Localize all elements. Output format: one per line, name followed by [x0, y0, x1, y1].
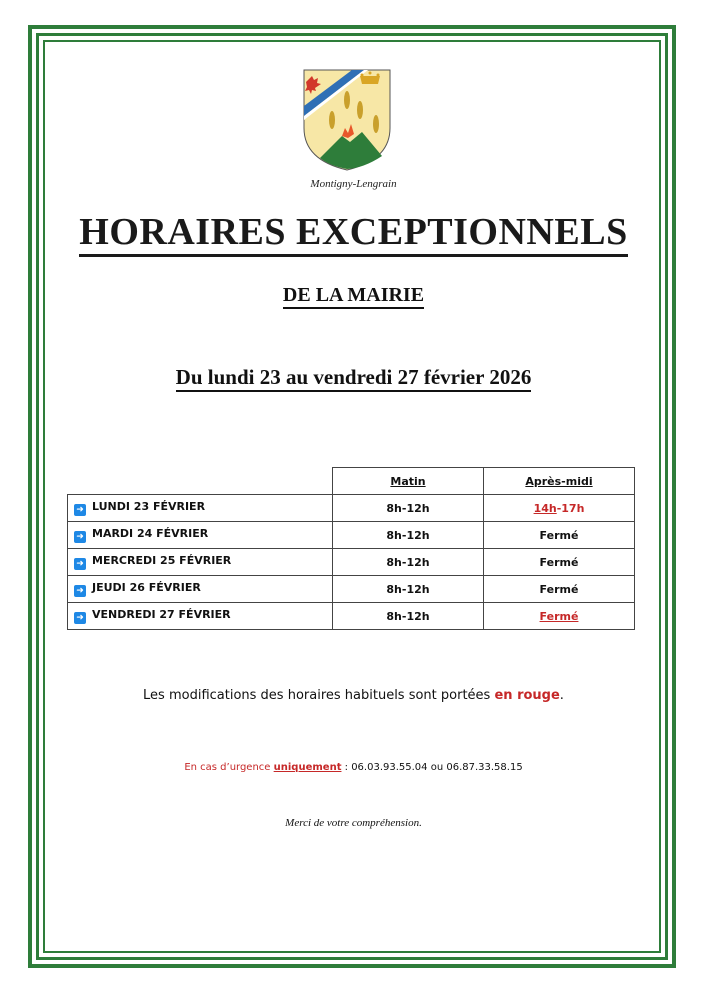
day-cell: ➜ LUNDI 23 FÉVRIER: [68, 495, 333, 522]
header-apres-midi: Après-midi: [484, 468, 635, 495]
header-matin: Matin: [333, 468, 484, 495]
arrow-right-icon: ➜: [74, 531, 86, 543]
arrow-right-icon: ➜: [74, 585, 86, 597]
date-period-text: Du lundi 23 au vendredi 27 février 2026: [176, 365, 532, 392]
day-cell: ➜ MARDI 24 FÉVRIER: [68, 522, 333, 549]
thank-you-note: Merci de votre compréhension.: [285, 817, 422, 829]
apres-midi-cell: 14h-17h: [484, 495, 635, 522]
arrow-right-icon: ➜: [74, 504, 86, 516]
header-empty-cell: [68, 468, 333, 495]
table-row: [68, 522, 635, 549]
emergency-emphasis: uniquement: [273, 762, 342, 773]
matin-cell: 8h-12h: [333, 522, 484, 549]
page-subtitle-text: DE LA MAIRIE: [283, 284, 424, 309]
schedule-table: [67, 467, 635, 630]
town-name: Montigny-Lengrain: [310, 178, 397, 190]
table-row: [68, 576, 635, 603]
page-title-text: HORAIRES EXCEPTIONNELS: [79, 211, 627, 257]
table-row: [68, 495, 635, 522]
date-period: [0, 365, 707, 390]
arrow-right-icon: ➜: [74, 558, 86, 570]
matin-cell: 8h-12h: [333, 576, 484, 603]
page-subtitle: [0, 284, 707, 307]
emergency-numbers: : 06.03.93.55.04 ou 06.87.33.58.15: [341, 762, 523, 773]
day-cell: ➜ JEUDI 26 FÉVRIER: [68, 576, 333, 603]
apres-midi-cell: Fermé: [484, 603, 635, 630]
emergency-contact: En cas d’urgence uniquement : 06.03.93.55.04 ou 06.87.33.58.15: [184, 762, 523, 773]
day-cell: ➜ VENDREDI 27 FÉVRIER: [68, 603, 333, 630]
matin-cell: 8h-12h: [333, 603, 484, 630]
modification-note: Les modifications des horaires habituels sont portées en rouge.: [143, 688, 564, 703]
table-row: [68, 603, 635, 630]
table-row: [68, 549, 635, 576]
coat-of-arms-icon: [302, 68, 392, 172]
matin-cell: 8h-12h: [333, 495, 484, 522]
day-cell: ➜ MERCREDI 25 FÉVRIER: [68, 549, 333, 576]
page-title: [0, 210, 707, 257]
arrow-right-icon: ➜: [74, 612, 86, 624]
apres-midi-cell: Fermé: [484, 576, 635, 603]
apres-midi-cell: Fermé: [484, 522, 635, 549]
note-highlight: en rouge: [494, 688, 560, 703]
matin-cell: 8h-12h: [333, 549, 484, 576]
table-header-row: [68, 468, 635, 495]
apres-midi-cell: Fermé: [484, 549, 635, 576]
